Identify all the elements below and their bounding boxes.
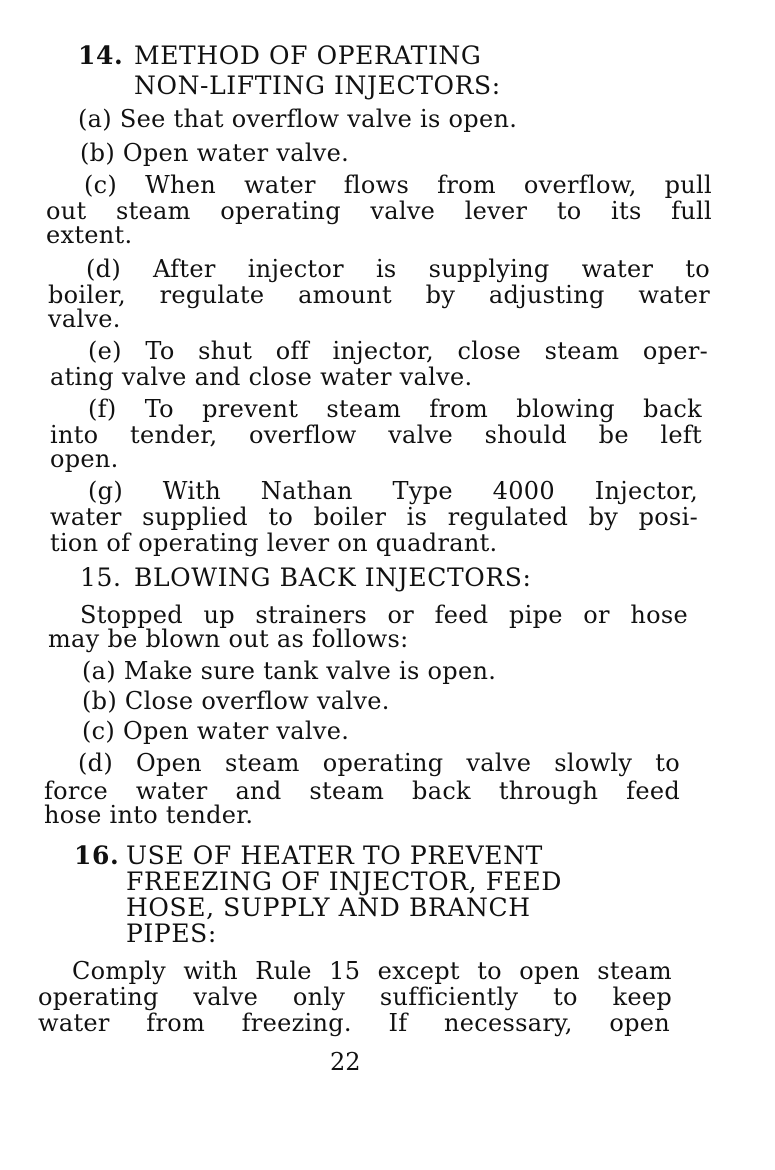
section-heading-line: HOSE, SUPPLY AND BRANCH: [126, 893, 531, 922]
text-line: force water and steam back through feed: [44, 777, 680, 805]
text-line: may be blown out as follows:: [48, 625, 409, 653]
text-line: out steam operating valve lever to its full: [46, 197, 712, 225]
text-line: (a) See that overflow valve is open.: [78, 105, 518, 133]
section-heading-line: NON-LIFTING INJECTORS:: [134, 71, 501, 100]
section-number: 15.: [80, 563, 122, 592]
text-line: Comply with Rule 15 except to open steam: [72, 957, 672, 985]
text-line: hose into tender.: [44, 801, 254, 829]
section-number: 14.: [78, 41, 124, 70]
text-line: (c) Open water valve.: [82, 717, 350, 745]
section-heading-line: PIPES:: [126, 919, 217, 948]
text-line: ating valve and close water valve.: [50, 363, 473, 391]
text-line: (d) Open steam operating valve slowly to: [78, 749, 680, 777]
text-line: Stopped up strainers or feed pipe or hose: [80, 601, 688, 629]
section-heading-line: FREEZING OF INJECTOR, FEED: [126, 867, 563, 896]
text-line: open.: [50, 445, 119, 473]
text-line: (b) Open water valve.: [80, 139, 350, 167]
page-number: 22: [330, 1048, 361, 1076]
text-line: (f) To prevent steam from blowing back: [88, 395, 702, 423]
section-number: 16.: [74, 841, 120, 870]
text-line: (b) Close overflow valve.: [82, 687, 390, 715]
text-line: valve.: [48, 305, 121, 333]
text-line: operating valve only sufficiently to keep: [38, 983, 672, 1011]
text-line: water supplied to boiler is regulated by posi-: [50, 503, 698, 531]
text-line: boiler, regulate amount by adjusting water: [48, 281, 710, 309]
text-line: (a) Make sure tank valve is open.: [82, 657, 497, 685]
text-line: extent.: [46, 221, 133, 249]
text-line: (g) With Nathan Type 4000 Injector,: [88, 477, 698, 505]
text-line: (c) When water flows from overflow, pull: [84, 171, 712, 199]
section-heading-line: METHOD OF OPERATING: [134, 41, 482, 70]
text-line: (e) To shut off injector, close steam oper-: [88, 337, 708, 365]
text-line: tion of operating lever on quadrant.: [50, 529, 498, 557]
section-heading-line: USE OF HEATER TO PREVENT: [126, 841, 543, 870]
section-heading-line: BLOWING BACK INJECTORS:: [134, 563, 532, 592]
text-line: (d) After injector is supplying water to: [86, 255, 710, 283]
text-line: water from freezing. If necessary, open: [38, 1009, 670, 1037]
text-line: into tender, overflow valve should be left: [50, 421, 702, 449]
